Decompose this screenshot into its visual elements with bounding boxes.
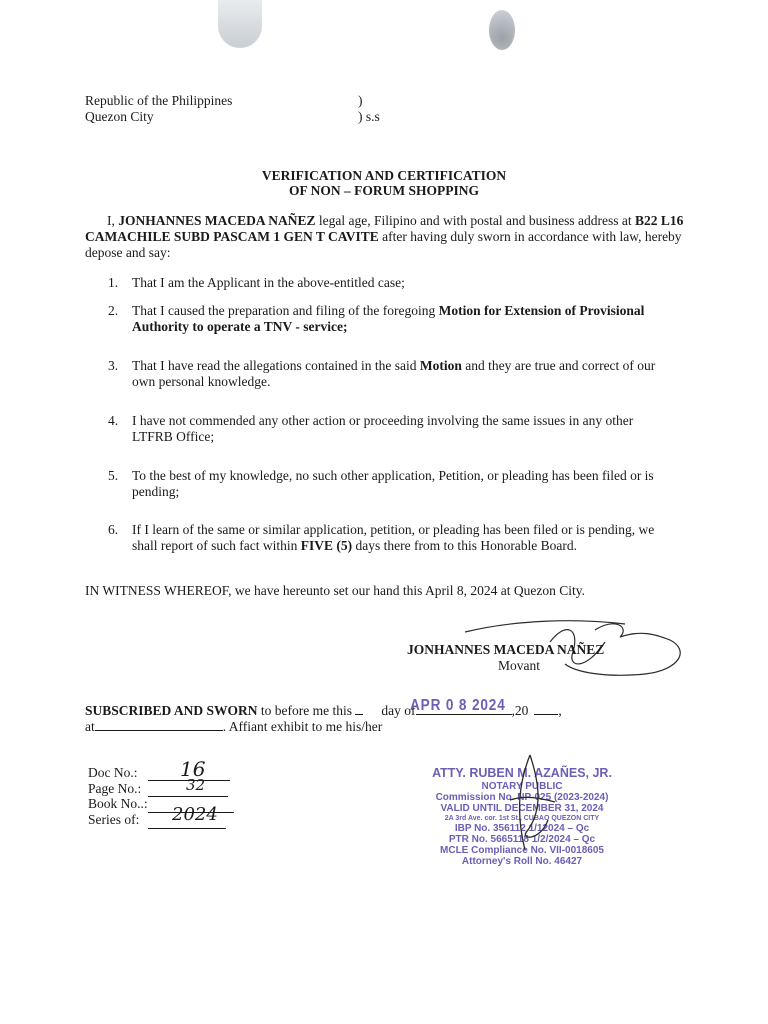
jurat-line1: SUBSCRIBED AND SWORN to before me this day of ,20 , xyxy=(85,703,562,718)
affiant-address: B22 L16 CAMACHILE SUBD PASCAM 1 GEN T CAVITE xyxy=(85,213,684,244)
item-number: 6. xyxy=(108,522,119,537)
witness-clause: IN WITNESS WHEREOF, we have hereunto set our hand this April 8, 2024 at Quezon City. xyxy=(85,583,585,598)
item-text: If I learn of the same or similar application, petition, or pleading has been filed or is pending, we shall report of such fact within xyxy=(132,522,655,553)
doc-no-value: 16 xyxy=(180,757,206,781)
item-text: I have not commended any other action or proceeding involving the same issues in any other LTFRB Office; xyxy=(132,413,634,444)
jurat-affiant: . Affiant exhibit to me his/her xyxy=(222,719,383,734)
doc-no-label: Doc No.: xyxy=(88,765,138,780)
page-no-label: Page No.: xyxy=(88,780,142,796)
jurat-year: ,20 xyxy=(511,703,529,718)
intro-prefix: I, xyxy=(107,213,119,228)
punch-hole-left xyxy=(218,0,262,48)
item-text: That I am the Applicant in the above-entitled case; xyxy=(132,275,405,290)
jurat-line2 xyxy=(85,719,382,735)
venue-country: Republic of the Philippines xyxy=(85,93,233,108)
item-bold-text: FIVE (5) xyxy=(300,538,353,553)
notary-mcle: MCLE Compliance No. VII-0018605 xyxy=(440,845,604,856)
item-number: 1. xyxy=(108,275,119,290)
book-no-label: Book No..: xyxy=(88,796,148,811)
notary-commission: Commission No. NP-025 (2023-2024) xyxy=(435,792,609,803)
item-bold-text: Motion for Extension of Provisional Authority to operate a TNV - service; xyxy=(132,303,645,334)
signatory-role: Movant xyxy=(498,658,540,673)
item-text-post: and they are true and correct of our own personal knowledge. xyxy=(132,358,656,389)
page-no-value: 32 xyxy=(186,776,206,794)
notary-address: 2A 3rd Ave. cor. 1st St., CUBAO QUEZON CITY xyxy=(444,815,600,822)
item-text: To the best of my knowledge, no such other application, Petition, or pleading has been filed or is pending; xyxy=(132,468,654,499)
item-text-post: days there from to this Honorable Board. xyxy=(352,538,578,553)
item-text: That I have read the allegations contained in the said xyxy=(132,358,420,373)
notary-ptr: PTR No. 5665118 1/2/2024 – Qc xyxy=(448,834,596,845)
item-number: 5. xyxy=(108,468,119,483)
intro-mid: legal age, Filipino and with postal and business address at xyxy=(315,213,635,228)
intro-paragraph xyxy=(85,213,685,261)
series-value: 2024 xyxy=(172,804,218,825)
venue-left xyxy=(85,93,232,125)
item-number: 3. xyxy=(108,358,119,373)
venue-ss: ) s.s xyxy=(358,109,380,124)
signatory-name: JONHANNES MACEDA NAÑEZ xyxy=(407,642,605,657)
notary-roll: Attorney's Roll No. 46427 xyxy=(461,856,583,867)
notary-name: ATTY. RUBEN M. AZAÑES, JR. xyxy=(432,766,612,780)
venue-city: Quezon City xyxy=(85,109,154,124)
notary-validity: VALID UNTIL DECEMBER 31, 2024 xyxy=(440,803,604,814)
jurat-at: at xyxy=(85,719,95,734)
doc-title-line2: OF NON – FORUM SHOPPING xyxy=(289,183,479,198)
item-bold-text: Motion xyxy=(419,358,462,373)
affiant-name: JONHANNES MACEDA NAÑEZ xyxy=(118,213,316,228)
docket-block xyxy=(88,765,148,827)
notary-title: NOTARY PUBLIC xyxy=(481,781,563,792)
item-text: That I caused the preparation and filing of the foregoing xyxy=(132,303,439,318)
item-number: 4. xyxy=(108,413,119,428)
jurat-mid: to before me this xyxy=(257,703,356,718)
intro-suffix: after having duly sworn in accordance with law, hereby depose and say: xyxy=(85,229,682,260)
date-stamp: APR 0 8 2024 xyxy=(410,697,506,714)
series-label: Series of: xyxy=(88,811,140,827)
jurat-bold: SUBSCRIBED AND SWORN xyxy=(85,703,258,718)
doc-title-line1: VERIFICATION AND CERTIFICATION xyxy=(261,168,507,183)
jurat-day: day of xyxy=(381,703,416,718)
venue-right xyxy=(358,93,380,125)
venue-paren: ) xyxy=(358,93,363,108)
punch-hole-right xyxy=(489,10,515,50)
notary-signature xyxy=(500,750,560,860)
notary-ibp: IBP No. 356112 1/12024 – Qc xyxy=(454,823,590,834)
item-number: 2. xyxy=(108,303,119,318)
